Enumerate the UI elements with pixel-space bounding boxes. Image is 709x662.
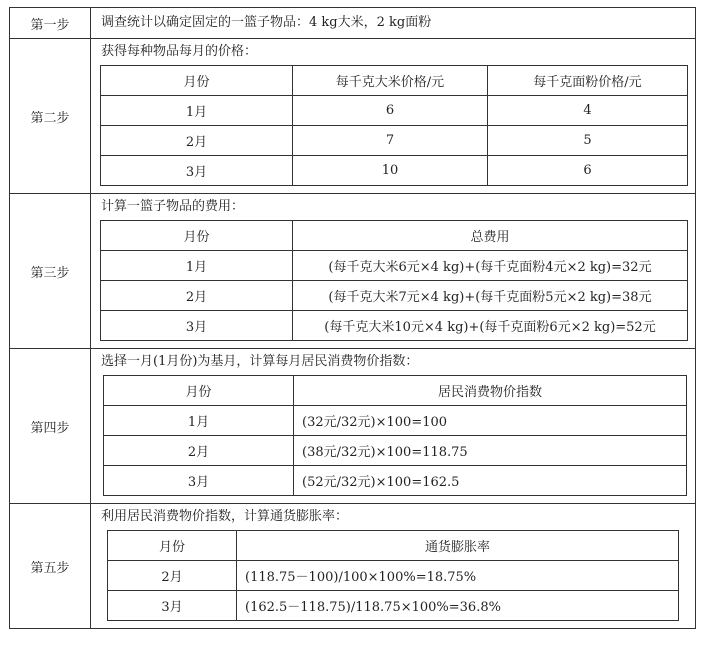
table-header-row <box>101 66 688 96</box>
step-row-5 <box>10 504 696 629</box>
table-cell: (每千克大米6元×4 kg)+(每千克面粉4元×2 kg)=32元 <box>293 251 688 281</box>
table-cell: 3月 <box>104 466 294 496</box>
table-cell: 10 <box>293 156 488 186</box>
table-row <box>104 466 687 496</box>
table-header-cell: 通货膨胀率 <box>237 531 679 561</box>
table-cell: 3月 <box>101 311 293 341</box>
step-text: 获得每种物品每月的价格： <box>101 44 258 59</box>
step-label: 第一步 <box>10 8 91 39</box>
step-text: 调查统计以确定固定的一篮子物品：4 kg大米，2 kg面粉 <box>101 15 432 30</box>
table-row <box>101 251 688 281</box>
table-cell: (52元/32元)×100=162.5 <box>294 466 687 496</box>
table-row <box>101 126 688 156</box>
table-cell: (162.5－118.75)/118.75×100%=36.8% <box>237 591 679 621</box>
step-content <box>91 504 696 629</box>
step-label: 第二步 <box>10 39 91 194</box>
table-cell: 5 <box>488 126 688 156</box>
step-row-2 <box>10 39 696 194</box>
table-header-cell: 月份 <box>101 66 293 96</box>
step-text: 计算一篮子物品的费用： <box>101 199 245 214</box>
table-header-row <box>108 531 679 561</box>
step-row-4 <box>10 349 696 504</box>
table-row <box>101 281 688 311</box>
table-cell: 3月 <box>101 156 293 186</box>
step-label: 第四步 <box>10 349 91 504</box>
inflation-table <box>107 530 679 621</box>
table-cell: 2月 <box>104 436 294 466</box>
table-header-cell: 月份 <box>101 221 293 251</box>
table-header-cell: 居民消费物价指数 <box>294 376 687 406</box>
table-cell: 2月 <box>101 281 293 311</box>
table-row <box>101 96 688 126</box>
table-row <box>108 561 679 591</box>
table-cell: 1月 <box>101 96 293 126</box>
table-cell: (32元/32元)×100=100 <box>294 406 687 436</box>
table-header-row <box>104 376 687 406</box>
steps-table <box>9 7 696 629</box>
table-header-row <box>101 221 688 251</box>
table-row <box>104 406 687 436</box>
table-cell: 1月 <box>101 251 293 281</box>
price-table <box>100 65 688 186</box>
step-label: 第三步 <box>10 194 91 349</box>
table-row <box>108 591 679 621</box>
table-header-cell: 月份 <box>108 531 237 561</box>
table-row <box>101 156 688 186</box>
table-row <box>104 436 687 466</box>
step-label: 第五步 <box>10 504 91 629</box>
table-cell: 2月 <box>101 126 293 156</box>
table-cell: 6 <box>293 96 488 126</box>
cpi-table <box>103 375 687 496</box>
table-header-cell: 每千克大米价格/元 <box>293 66 488 96</box>
table-cell: (118.75－100)/100×100%=18.75% <box>237 561 679 591</box>
table-cell: 1月 <box>104 406 294 436</box>
table-row <box>101 311 688 341</box>
step-text: 选择一月(1月份)为基月，计算每月居民消费物价指数： <box>101 354 419 369</box>
table-cell: 7 <box>293 126 488 156</box>
step-row-1 <box>10 8 696 39</box>
cost-table <box>100 220 688 341</box>
table-cell: 3月 <box>108 591 237 621</box>
step-row-3 <box>10 194 696 349</box>
step-content <box>91 194 696 349</box>
table-cell: (每千克大米7元×4 kg)+(每千克面粉5元×2 kg)=38元 <box>293 281 688 311</box>
table-header-cell: 总费用 <box>293 221 688 251</box>
table-header-cell: 每千克面粉价格/元 <box>488 66 688 96</box>
step-content <box>91 39 696 194</box>
step-text: 利用居民消费物价指数，计算通货膨胀率： <box>101 509 349 524</box>
table-cell: 4 <box>488 96 688 126</box>
table-cell: 6 <box>488 156 688 186</box>
table-header-cell: 月份 <box>104 376 294 406</box>
step-content <box>91 8 696 39</box>
step-content <box>91 349 696 504</box>
table-cell: (每千克大米10元×4 kg)+(每千克面粉6元×2 kg)=52元 <box>293 311 688 341</box>
table-cell: 2月 <box>108 561 237 591</box>
table-cell: (38元/32元)×100=118.75 <box>294 436 687 466</box>
